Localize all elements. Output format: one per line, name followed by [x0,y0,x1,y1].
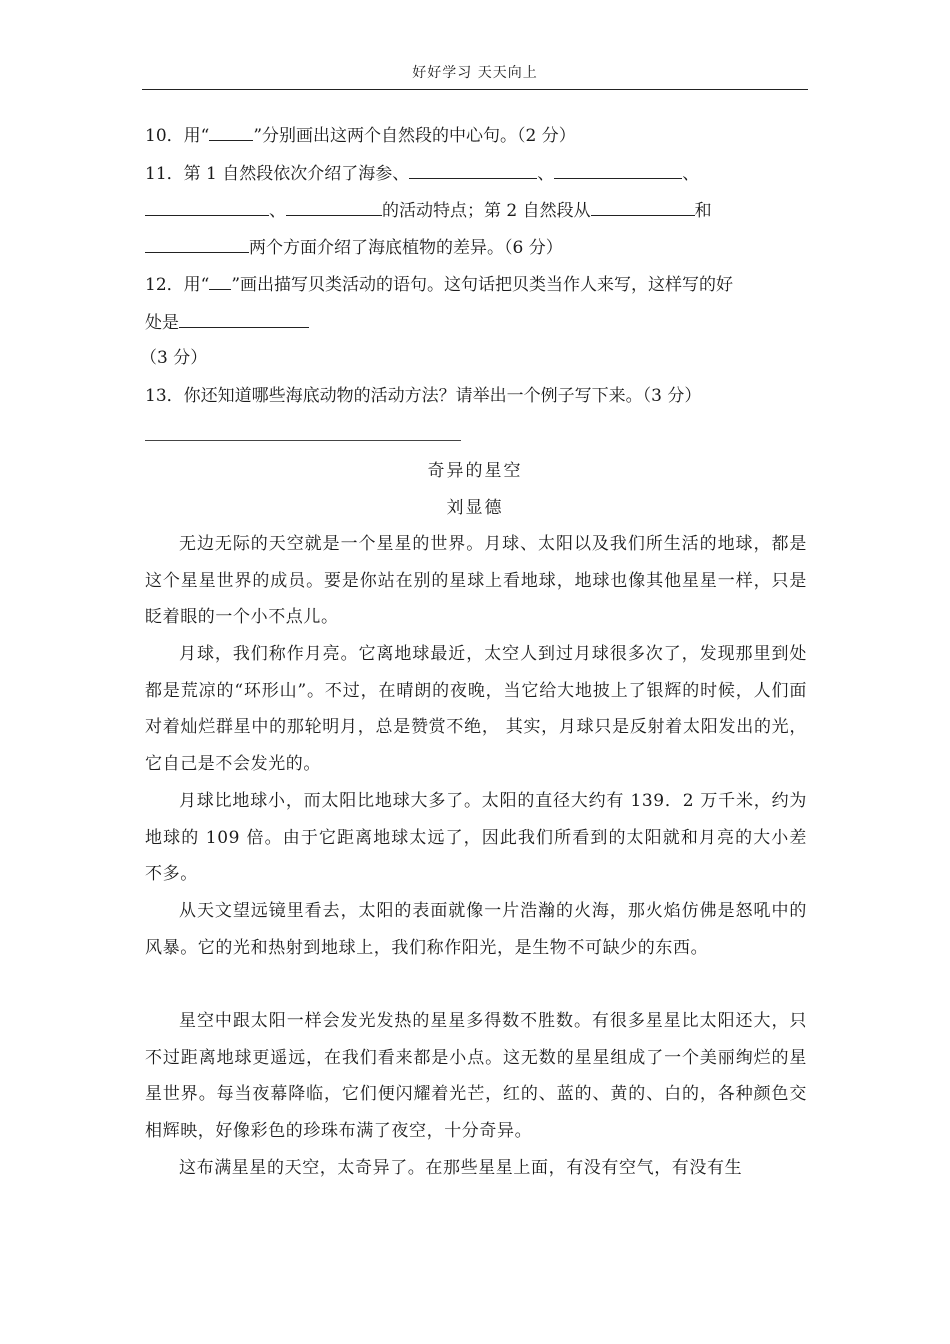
q11-blank-6[interactable] [145,234,249,253]
q11-sep-3: 、 [269,201,286,221]
q11-sep-1: 、 [537,164,555,184]
article-paragraph-6: 这布满星星的天空，太奇异了。在那些星星上面，有没有空气，有没有生 [179,1158,743,1178]
q11-suffix: 两个方面介绍了海底植物的差异。（6 分） [249,238,563,258]
header-divider [142,89,808,90]
q12-underline-sample [209,271,231,290]
q11-prefix: 11．第 1 自然段依次介绍了海参、 [145,164,410,184]
q10-underline-sample [209,122,253,141]
article-paragraph-2: 月球，我们称作月亮。它离地球最近，太空人到过月球很多次了，发现那里到处都是荒凉的“环形山”。不过，在晴朗的夜晚，当它给大地披上了银辉的时候，人们面对着灿烂群星中的那轮明月，总是赞赏不绝， 其实，月球只是反射着太阳发出的光，它自己是不会发光的。 [145,644,807,774]
q11-and: 和 [694,201,712,221]
q11-blank-4[interactable] [286,197,382,216]
article-author: 刘显德 [446,498,504,518]
q10-suffix: ”分别画出这两个自然段的中心句。（2 分） [253,126,576,146]
question-11-line-2 [145,197,712,223]
q11-blank-5[interactable] [591,197,695,216]
q12-suffix: ”画出描写贝类活动的语句。这句话把贝类当作人来写，这样写的好 [231,275,734,295]
q11-blank-2[interactable] [554,160,682,179]
article-paragraph-3: 月球比地球小，而太阳比地球大多了。太阳的直径大约有 139．2 万千米，约为地球的 109 倍。由于它距离地球太远了，因此我们所看到的太阳就和月亮的大小差不多。 [145,791,807,884]
q12-line2-prefix: 处是 [145,313,179,333]
question-10 [145,122,576,148]
question-11-line-1 [145,160,699,186]
q11-blank-3[interactable] [145,197,269,216]
q10-prefix: 10．用“ [145,126,210,146]
article-paragraph-4: 从天文望远镜里看去，太阳的表面就像一片浩瀚的火海，那火焰仿佛是怒吼中的风暴。它的光和热射到地球上，我们称作阳光，是生物不可缺少的东西。 [145,901,807,958]
q12-prefix: 12．用“ [145,275,210,295]
page-header: 好好学习 天天向上 [412,65,538,81]
question-11-line-3 [145,234,563,260]
q12-blank[interactable] [179,309,309,328]
article-title: 奇异的星空 [427,461,523,481]
q12-score: （3 分） [140,348,208,368]
article-paragraph-1: 无边无际的天空就是一个星星的世界。月球、太阳以及我们所生活的地球，都是这个星星世界的成员。要是你站在别的星球上看地球，地球也像其他星星一样，只是眨着眼的一个小不点儿。 [145,534,807,627]
q11-blank-1[interactable] [409,160,537,179]
question-12-line-2 [145,309,309,335]
q11-mid: 的活动特点；第 2 自然段从 [382,201,591,221]
q13-answer-line[interactable] [145,440,461,441]
question-13: 13．你还知道哪些海底动物的活动方法？请举出一个例子写下来。（3 分） [145,386,702,406]
q11-sep-2: 、 [682,164,700,184]
article-paragraph-5: 星空中跟太阳一样会发光发热的星星多得数不胜数。有很多星星比太阳还大，只不过距离地球更遥远，在我们看来都是小点。这无数的星星组成了一个美丽绚烂的星星世界。每当夜幕降临，它们便闪耀着光芒，红的、蓝的、黄的、白的，各种颜色交相辉映，好像彩色的珍珠布满了夜空，十分奇异。 [145,1011,807,1141]
question-12-line-1 [145,271,733,297]
